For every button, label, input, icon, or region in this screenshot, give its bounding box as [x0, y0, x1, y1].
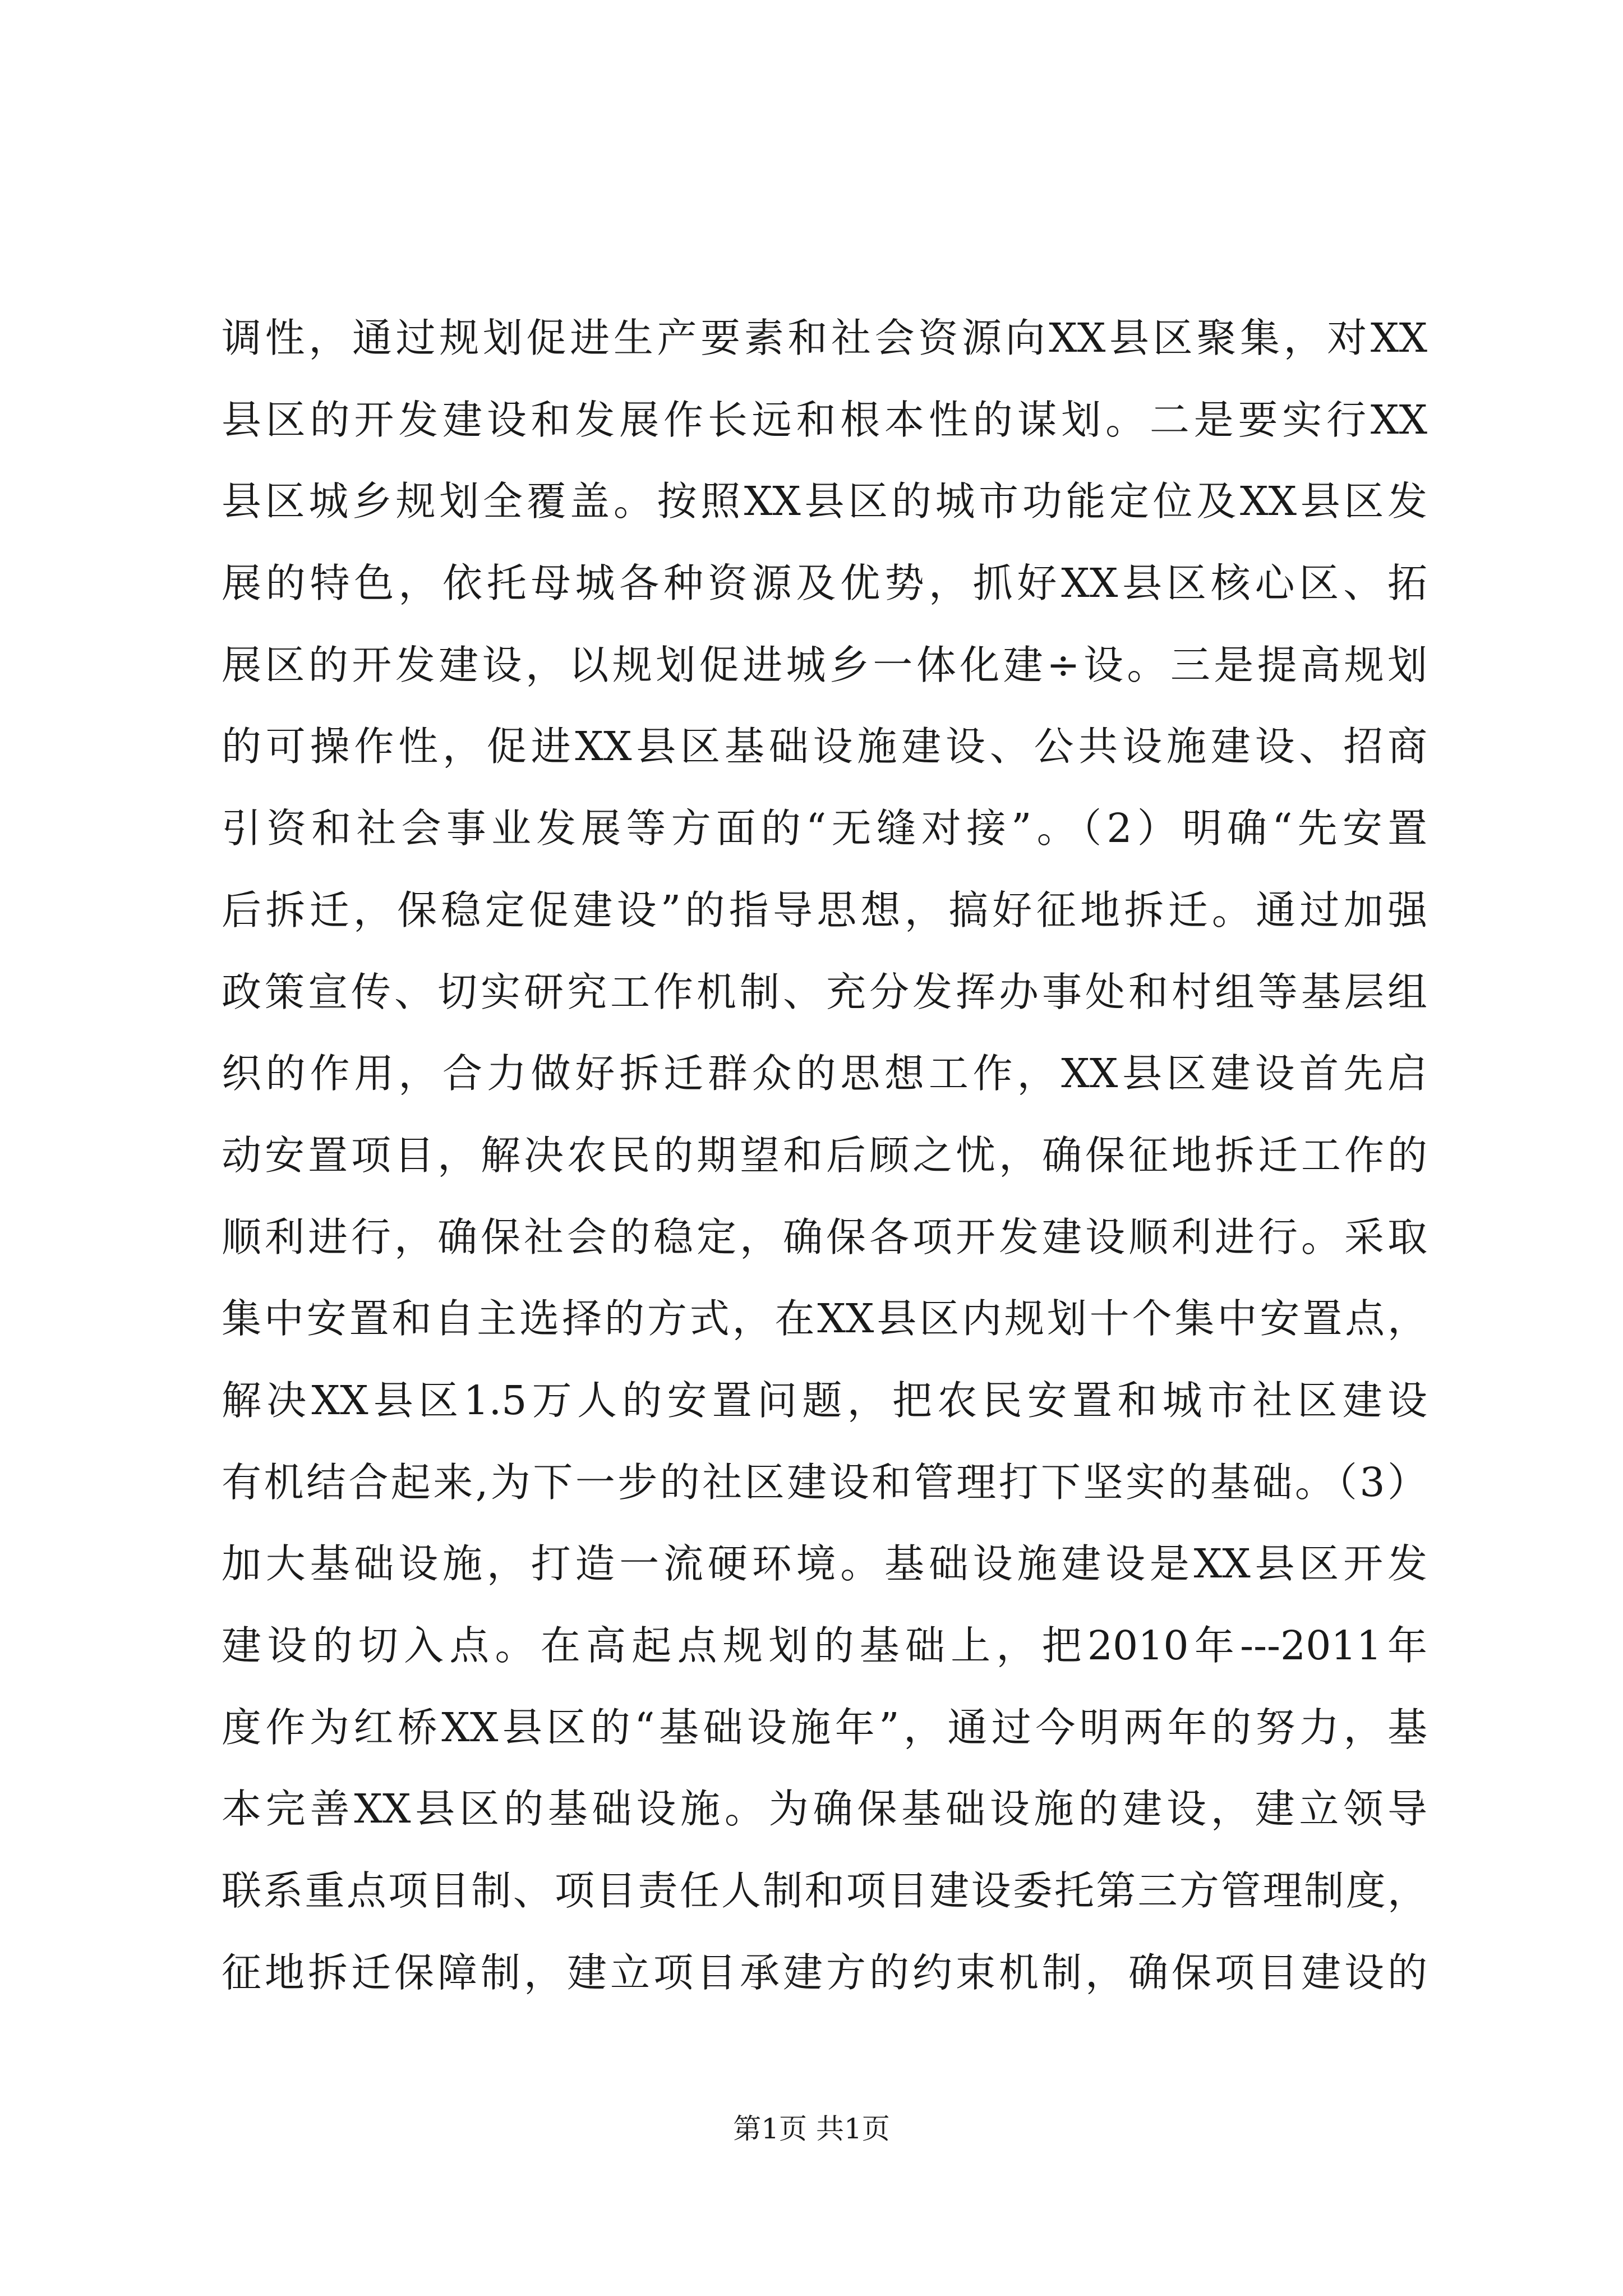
text-line: 政策宣传、切实研究工作机制、充分发挥办事处和村组等基层组 — [222, 968, 1427, 1015]
text-line: 征地拆迁保障制，建立项目承建方的约束机制，确保项目建设的 — [222, 1949, 1427, 1996]
text-line: 引资和社会事业发展等方面的“无缝对接”。（2）明确“先安置 — [222, 805, 1427, 852]
text-line: 展区的开发建设，以规划促进城乡一体化建÷设。三是提高规划 — [222, 641, 1427, 688]
text-line: 顺利进行，确保社会的稳定，确保各项开发建设顺利进行。采取 — [222, 1213, 1427, 1260]
text-line: 加大基础设施，打造一流硬环境。基础设施建设是XX县区开发 — [222, 1540, 1427, 1588]
text-line: 县区的开发建设和发展作长远和根本性的谋划。二是要实行XX — [222, 396, 1427, 443]
text-line: 织的作用，合力做好拆迁群众的思想工作，XX县区建设首先启 — [222, 1050, 1427, 1097]
text-line: 有机结合起来,为下一步的社区建设和管理打下坚实的基础。（3） — [222, 1458, 1427, 1506]
text-line: 本完善XX县区的基础设施。为确保基础设施的建设，建立领导 — [222, 1786, 1427, 1833]
text-line: 集中安置和自主选择的方式，在XX县区内规划十个集中安置点， — [222, 1295, 1427, 1342]
body-text — [222, 297, 1427, 2013]
text-line: 后拆迁，保稳定促建设”的指导思想，搞好征地拆迁。通过加强 — [222, 886, 1427, 933]
text-line: 建设的切入点。在高起点规划的基础上，把2010年---2011年 — [222, 1622, 1427, 1669]
text-line: 展的特色，依托母城各种资源及优势，抓好XX县区核心区、拓 — [222, 560, 1427, 607]
page-number-footer: 第1页 共1页 — [733, 2113, 890, 2145]
text-line: 的可操作性，促进XX县区基础设施建设、公共设施建设、招商 — [222, 723, 1427, 770]
text-line: 解决XX县区1.5万人的安置问题，把农民安置和城市社区建设 — [222, 1377, 1427, 1424]
text-line: 动安置项目，解决农民的期望和后顾之忧，确保征地拆迁工作的 — [222, 1131, 1427, 1179]
text-line: 联系重点项目制、项目责任人制和项目建设委托第三方管理制度， — [222, 1867, 1427, 1915]
text-line: 度作为红桥XX县区的“基础设施年”，通过今明两年的努力，基 — [222, 1704, 1427, 1751]
text-line: 调性，通过规划促进生产要素和社会资源向XX县区聚集，对XX — [222, 315, 1427, 361]
text-line: 县区城乡规划全覆盖。按照XX县区的城市功能定位及XX县区发 — [222, 478, 1427, 525]
